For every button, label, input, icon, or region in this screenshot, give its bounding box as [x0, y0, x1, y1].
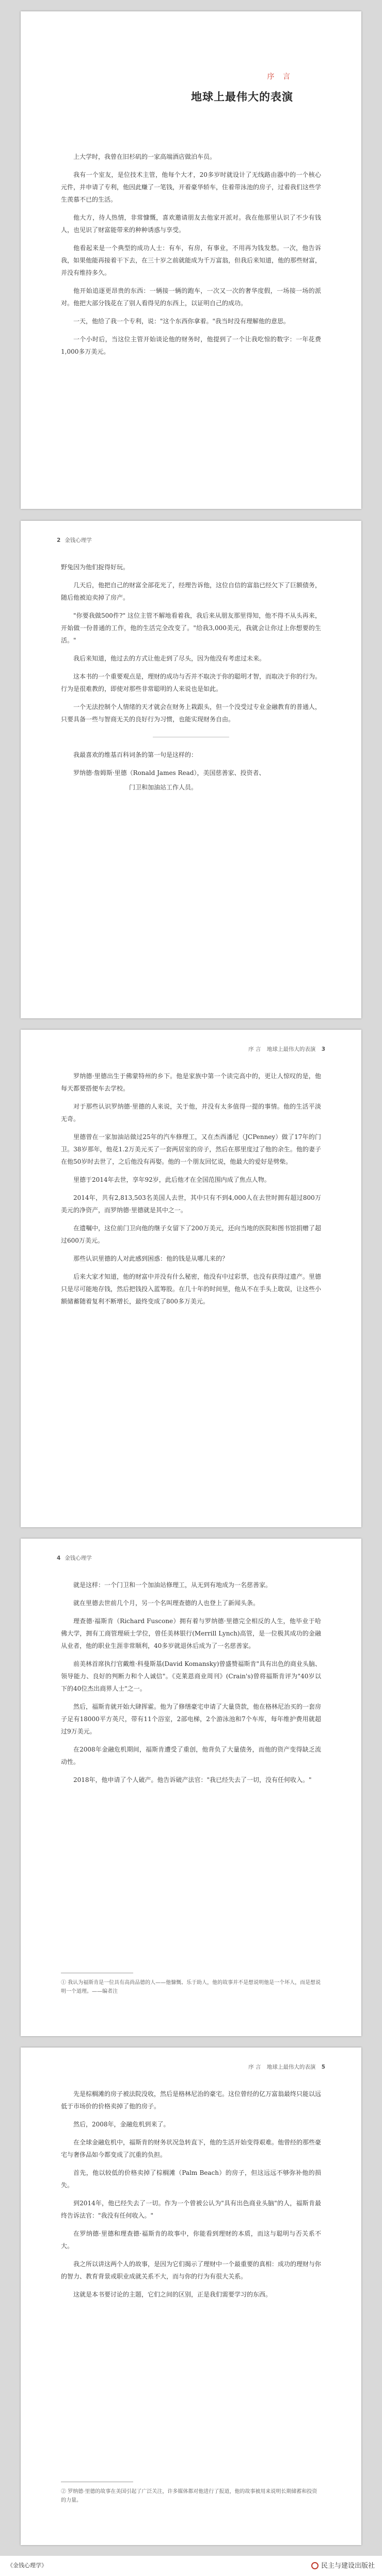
- book-title: 金钱心理学: [65, 1555, 92, 1561]
- paragraph: 就是这样：一个门卫和一个加油站修理工，从无到有地成为一名慈善家。: [73, 1581, 272, 1589]
- page-body: [61, 561, 321, 794]
- footnote: ① 我认为福斯肯是一位具有高尚品德的人——他慷慨、乐于助人，他的故事并不是想说明他是一个坏人，而是想说明一个道理。——编者注: [61, 1980, 321, 1994]
- paragraph: 野兔因为他们捉得好玩。: [61, 564, 130, 571]
- page-body: [61, 2088, 321, 2306]
- paragraph: 对于那些认识罗纳德·里德的人来说，关于他，并没有太多值得一提的事情。他的生活平淡无奇。: [61, 1103, 321, 1122]
- section-label: 序 言: [248, 1046, 261, 1052]
- publisher-name: 民主与建设出版社: [321, 2562, 375, 2570]
- section-title: 地球上最伟大的表演: [266, 2064, 316, 2070]
- paragraph: 然后，福斯肯就开始大肆挥霍。他为了修缮豪宅申请了大量贷款，他在格林尼治买的一套房子足有18000平方英尺，带有11个浴室，2部电梯，2个游泳池和7个车库，每年维护费用就超过9万美元。: [61, 1703, 322, 1735]
- quote-signature: [61, 767, 321, 794]
- page-4: [21, 1539, 361, 2036]
- quote-intro: 我最喜欢的维基百科词条的第一句是这样的：: [73, 751, 198, 758]
- section-title: 地球上最伟大的表演: [266, 1046, 316, 1052]
- page-5: [21, 2047, 361, 2545]
- paragraph: 一天，他给了我一个专利，说："这个东西你拿着。"我当时没有理解他的意思。: [73, 318, 290, 325]
- paragraph: 2014年，共有2,813,503名美国人去世，其中只有不到4,000人在去世时拥有超过800万美元的净资产，而罗纳德·里德就是其中之一。: [61, 1194, 321, 1214]
- paragraph: 我之所以讲这两个人的故事，是因为它们揭示了理财中一个最重要的真相：成功的理财与你的智力、教育背景或职业成就关系不大，而与你的行为有很大关系。: [61, 2260, 322, 2280]
- preface-label: 序 言: [267, 73, 293, 81]
- running-head: [248, 1045, 329, 1053]
- paragraph: 那些认识里德的人对此感到困惑：他的钱是从哪儿来的？: [73, 1255, 229, 1262]
- publisher-logo-icon: [311, 2562, 319, 2569]
- page-preface-opening: [21, 11, 361, 509]
- paragraph: 上大学时，我曾在旧杉矶的一家高端酒店做泊车员。: [73, 153, 216, 160]
- footnote-area: [61, 2482, 321, 2505]
- paragraph: "你要我做500件?" 这位主管不解地看着我，我后来从朋友那里得知，他不得不从头再来，开始做一份普通的工作，他的生活完全改变了。"给我3,000美元，我就会让你过上你想要的生活。": [61, 612, 321, 644]
- signature-description: 门卫和加油站工作人员。: [129, 784, 198, 791]
- book-title: 金钱心理学: [65, 537, 92, 543]
- paragraph: 在遗嘱中，这位前门卫向他的继子女留下了200万美元，还向当地的医院和图书馆捐赠了超过600万美元。: [61, 1225, 321, 1244]
- paragraph: 一个小时后，当这位主管开始谈论他的财务时，他提到了一个让我吃惊的数字：一年花费1,000多万美元。: [61, 336, 321, 355]
- paragraph: 几天后，他把自己的财富全部花光了，经理告诉他，这位自信的富翁已经欠下了巨额债务，随后他被迫卖掉了房产。: [61, 582, 322, 601]
- paragraph: 他开始追逐更昂贵的东西：一辆接一辆的跑车，一次又一次的奢华度假，一场接一场的派对。他把大部分钱花在了别人看得见的东西上，以证明自己的成功。: [61, 287, 321, 307]
- page-body: [61, 1579, 321, 1792]
- footer-bar: [0, 2555, 382, 2576]
- paragraph: 里德曾在一家加油站做过25年的汽车修理工，又在杰西潘尼（JCPenney）做了17年的门卫。38岁那年，他花1.2万美元买了一套两居室的房子，然后在那里度过了他的余生。他的妻子在他50岁时去世了，之后他没有再娶。他的一个朋友回忆说，他最大的爱好是劈柴。: [61, 1133, 321, 1165]
- paragraph: 然后，2008年，金融危机到来了。: [73, 2121, 170, 2128]
- paragraph: 在罗纳德·里德和理查德·福斯肯的故事中，你能看到理财的本质，而这与聪明与否关系不大。: [61, 2230, 321, 2250]
- paragraph: 就在里德去世前几个月，另一个名叫理查德的人也登上了新闻头条。: [73, 1599, 260, 1607]
- page-number: 5: [321, 2064, 325, 2070]
- paragraph: 先是棕榈滩的房子被法院没收，然后是格林尼治的豪宅。这位曾经的亿万富翁最终只能以远低于市场价的价格卖掉了他的房子。: [61, 2090, 322, 2110]
- page-number: 4: [57, 1555, 61, 1561]
- running-head: [53, 1554, 92, 1562]
- page-3: [21, 1030, 361, 1527]
- paragraph: 2018年，他申请了个人破产。他告诉破产法官："我已经失去了一切，没有任何收入。": [73, 1776, 312, 1784]
- page-body: [61, 1070, 321, 1313]
- paragraph: 前美林首席执行官戴维·科曼斯基(David Komansky)曾盛赞福斯肯"具有出色的商业头脑、领导能力、良好的判断力和个人诚信"。《克莱恩商业周刊》(Crain's)曾将福斯肯评为"40岁以下的40位杰出商界人士"之一。: [61, 1660, 321, 1692]
- page-number: 3: [321, 1046, 325, 1052]
- paragraph: 我后来知道，他过去的方式让他走到了尽头，因为他没有考虑过未来。: [73, 655, 266, 662]
- paragraph: 这就是本书要讨论的主题，它们之间的区别，正是我们需要学习的东西。: [73, 2291, 272, 2298]
- footer-book-title: 《金钱心理学》: [7, 2562, 47, 2569]
- paragraph: 后来大家才知道，他的财富中并没有什么秘密，他没有中过彩票，也没有获得过遗产。里德只是尽可能地存钱，然后把钱投入蓝筹股。在几十年的时间里，他从不在手头上耽误，让这些小额储蓄随着复利不断增长，最终变成了800多万美元。: [61, 1273, 322, 1305]
- paragraph: 一个无法控制个人情绪的天才就会在财务上栽跟头，但一个没受过专业金融教育的普通人，只要具备一些与智商无关的良好行为习惯，也能实现财务自由。: [61, 703, 322, 723]
- paragraph: 里德于2014年去世，享年92岁，此后他才在全国范围内成了焦点人物。: [73, 1176, 270, 1183]
- running-head: [53, 536, 92, 544]
- running-head: [248, 2063, 329, 2071]
- page-body: [61, 151, 321, 364]
- page-number: 2: [57, 537, 61, 543]
- publisher-logo: [311, 2560, 375, 2570]
- chapter-title: 地球上最伟大的表演: [191, 90, 293, 103]
- paragraph: 理查德·福斯肯（Richard Fuscone）拥有着与罗纳德·里德完全相反的人生，他毕业于哈佛大学，拥有工商管理硕士学位，曾任美林银行(Merrill Lynch)高管，是一位极其成功的金融从业者，他的职业生涯非常顺利，40多岁就退休后成为了一名慈善家。: [61, 1617, 321, 1649]
- paragraph: 这本书的一个重要观点是，理财的成功与否并不取决于你的聪明才智，而取决于你的行为。行为是很难教的，即使对那些非常聪明的人来说也是如此。: [61, 673, 322, 692]
- paragraph: 在2008年金融危机期间，福斯肯遭受了重创，他背负了大量债务，而他的资产变得缺乏流动性。: [61, 1746, 321, 1765]
- paragraph: 首先，他以较低的价格卖掉了棕榈滩（Palm Beach）的房子，但这远远不够弥补他的损失。: [61, 2169, 321, 2189]
- footnote-area: [61, 1973, 321, 1996]
- paragraph: 我有一个室友，是位技术主管，他每个大才，20多岁时就设计了无线路由器中的一个核心元件，并申请了专利，他因此赚了一笔钱，开着豪华轿车，住着带泳池的房子，过着我们这些学生羡慕不已的生活。: [61, 171, 322, 203]
- paragraph: 在全球金融危机中，福斯肯的财务状况急转直下，他的生活开始变得艰难。他曾经的那些豪宅与奢侈品如今都变成了沉重的负担。: [61, 2139, 322, 2158]
- paragraph: 他大方，待人热情，非常慷慨，喜欢邀请朋友去他家开派对。我在他那里认识了不少有钱人，也见识了财富能带来的种种诱惑与享受。: [61, 214, 321, 234]
- paragraph: 罗纳德·里德出生于佛蒙特州的乡下。他是家族中第一个读完高中的，更让人惊叹的是，他每天都要搭便车去学校。: [61, 1072, 321, 1092]
- page-2: [21, 521, 361, 1018]
- paragraph: 他看起来是一个典型的成功人士：有车，有房，有事业，不用再为钱发愁。一次，他告诉我，如果他能再接着干下去，在三十岁之前就能成为千万富翁，但我后来知道，他的那些财富，并没有维持多久。: [61, 244, 322, 276]
- section-label: 序 言: [248, 2064, 261, 2070]
- paragraph: 到2014年，他已经失去了一切。作为一个曾被公认为"具有出色商业头脑"的人，福斯肯最终告诉法官："我没有任何收入。": [61, 2200, 321, 2219]
- footnote: ② 罗纳德·里德的故事在美国引起了广泛关注，许多媒体都对他进行了报道，他的故事被用来说明长期储蓄和投资的力量。: [61, 2489, 317, 2503]
- signature-name: 罗纳德·詹姆斯·里德（Ronald James Read），美国慈善家、投资者、: [73, 769, 265, 777]
